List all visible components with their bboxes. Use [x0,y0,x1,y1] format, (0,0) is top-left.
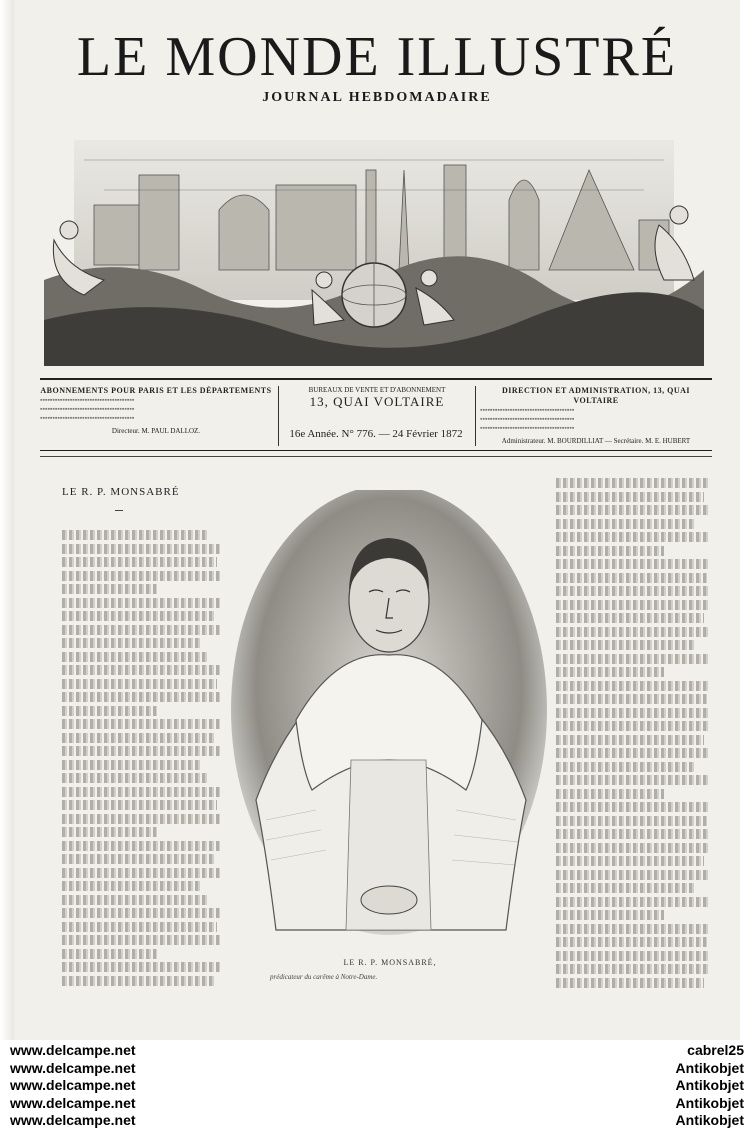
office-address: 13, QUAI VOLTAIRE [309,394,445,409]
text-line-texture [62,949,157,959]
text-line-texture [556,964,710,974]
footer-site-line: www.delcampe.net [10,1042,136,1058]
text-line-texture [556,829,710,839]
text-line-texture [62,814,220,824]
text-line-texture [62,841,220,851]
text-line-texture [556,694,707,704]
footer-seller-line: cabrel25 [687,1042,744,1058]
text-line-texture [556,586,710,596]
text-line-texture [556,721,710,731]
text-line-texture [62,800,217,810]
text-line-texture [556,897,710,907]
text-line-texture [62,652,207,662]
text-line-texture [556,910,664,920]
text-line-texture [556,492,704,502]
portrait-caption-name: LE R. P. MONSABRÉ, [343,958,437,967]
text-line-texture [62,625,220,635]
text-line-texture [62,773,207,783]
footer-seller-line: Antikobjet [675,1077,744,1093]
text-line-texture [556,532,710,542]
text-line-texture [556,856,704,866]
text-line-texture [556,667,664,677]
text-line-texture [556,600,710,610]
portrait-caption-subtitle: prédicateur du carême à Notre-Dame. [270,973,378,981]
footer-right [676,1042,744,1130]
page-shadow [0,0,14,1040]
text-line-texture [556,573,707,583]
text-line-texture [556,519,695,529]
text-line-texture [62,827,157,837]
text-line-texture [62,733,214,743]
text-line-texture [62,760,201,770]
footer-site-line: www.delcampe.net [10,1077,136,1093]
text-line-texture [62,638,201,648]
text-line-texture [556,735,704,745]
text-line-texture [62,706,157,716]
staff-line: Administrateur. M. BOURDILLIAT — Secrétaire. M. E. HUBERT [501,437,691,445]
text-line-texture [62,584,157,594]
footer-site-line: www.delcampe.net [10,1094,136,1111]
text-line-texture [556,559,710,569]
text-line-texture [556,802,710,812]
subscriptions-heading: ABONNEMENTS POUR PARIS ET LES DÉPARTEMENTS [40,386,272,395]
text-line-texture [556,627,710,637]
text-line-texture [62,530,207,540]
text-line-texture [556,978,704,988]
text-line-texture [556,708,710,718]
text-line-texture [62,935,220,945]
text-line-texture [62,746,220,756]
text-line-texture [556,870,710,880]
subscriptions-column: ABONNEMENTS POUR PARIS ET LES DÉPARTEMENTS ▪▪▪▪▪▪▪▪▪▪▪▪▪▪▪▪▪▪▪▪▪▪▪▪▪▪▪▪▪▪▪▪▪▪▪▪▪▪ ▪▪▪▪▪▪▪▪▪▪▪▪▪▪▪▪▪▪▪▪▪▪▪▪▪▪▪▪▪▪▪▪▪▪▪▪▪▪ ▪▪▪▪▪▪▪▪▪▪▪▪▪▪▪▪▪▪▪▪▪▪▪▪▪▪▪▪▪▪▪▪▪▪▪▪▪▪ Directeur. M. PAUL DALLOZ. [40,386,272,435]
text-line-texture [62,868,220,878]
text-line-texture [556,789,664,799]
text-line-texture [556,924,710,934]
text-line-texture [62,611,214,621]
text-line-texture [62,598,220,608]
text-line-texture [62,854,214,864]
left-text-column [62,530,220,989]
text-line-texture [556,505,710,515]
text-line-texture [62,895,207,905]
footer-site-line: www.delcampe.net [10,1059,136,1076]
right-text-column [556,478,710,991]
masthead-title: LE MONDE ILLUSTRÉ [76,26,678,88]
text-line-texture [556,478,710,488]
text-line-texture [62,544,220,554]
footer-seller-line: Antikobjet [675,1059,744,1076]
text-line-texture [62,881,201,891]
text-line-texture [62,976,214,986]
listing-footer [0,1042,754,1131]
banner-engraving [44,130,704,366]
footer-site-line: www.delcampe.net [10,1112,136,1128]
masthead-subtitle: JOURNAL HEBDOMADAIRE [262,90,492,105]
title-dash [115,510,123,511]
text-line-texture [62,557,217,567]
portrait-engraving [226,490,552,946]
article-title: LE R. P. MONSABRÉ [62,486,180,498]
text-line-texture [62,787,220,797]
text-line-texture [62,962,220,972]
text-line-texture [556,681,710,691]
text-line-texture [556,748,710,758]
administration-heading: DIRECTION ET ADMINISTRATION, 13, QUAI VOLTAIRE [501,386,690,405]
text-line-texture [62,571,220,581]
section-divider [40,456,712,457]
text-line-texture [556,883,695,893]
text-line-texture [556,640,695,650]
text-line-texture [556,762,695,772]
text-line-texture [556,775,710,785]
text-line-texture [62,665,220,675]
text-line-texture [62,692,220,702]
text-line-texture [556,951,710,961]
office-heading: BUREAUX DE VENTE ET D'ABONNEMENT [308,386,446,394]
footer-left [10,1042,136,1130]
footer-seller-line: Antikobjet [675,1094,744,1111]
text-line-texture [62,719,220,729]
footer-seller-line: Antikobjet [675,1112,744,1128]
text-line-texture [62,908,220,918]
text-line-texture [556,654,710,664]
director-line: Directeur. M. PAUL DALLOZ. [111,427,201,435]
text-line-texture [556,937,707,947]
text-line-texture [556,613,704,623]
text-line-texture [556,546,664,556]
text-line-texture [556,843,710,853]
subscription-bar [40,378,712,451]
text-line-texture [556,816,707,826]
text-line-texture [62,922,217,932]
administration-column: DIRECTION ET ADMINISTRATION, 13, QUAI VOLTAIRE ▪▪▪▪▪▪▪▪▪▪▪▪▪▪▪▪▪▪▪▪▪▪▪▪▪▪▪▪▪▪▪▪▪▪▪▪▪▪ ▪▪▪▪▪▪▪▪▪▪▪▪▪▪▪▪▪▪▪▪▪▪▪▪▪▪▪▪▪▪▪▪▪▪▪▪▪▪ ▪▪▪▪▪▪▪▪▪▪▪▪▪▪▪▪▪▪▪▪▪▪▪▪▪▪▪▪▪▪▪▪▪▪▪▪▪▪ Administrateur. M. BOURDILLIAT — Secrétaire. M. E. HUBERT [480,386,712,446]
text-line-texture [62,679,217,689]
issue-line: 16e Année. N° 776. — 24 Février 1872 [289,428,463,440]
